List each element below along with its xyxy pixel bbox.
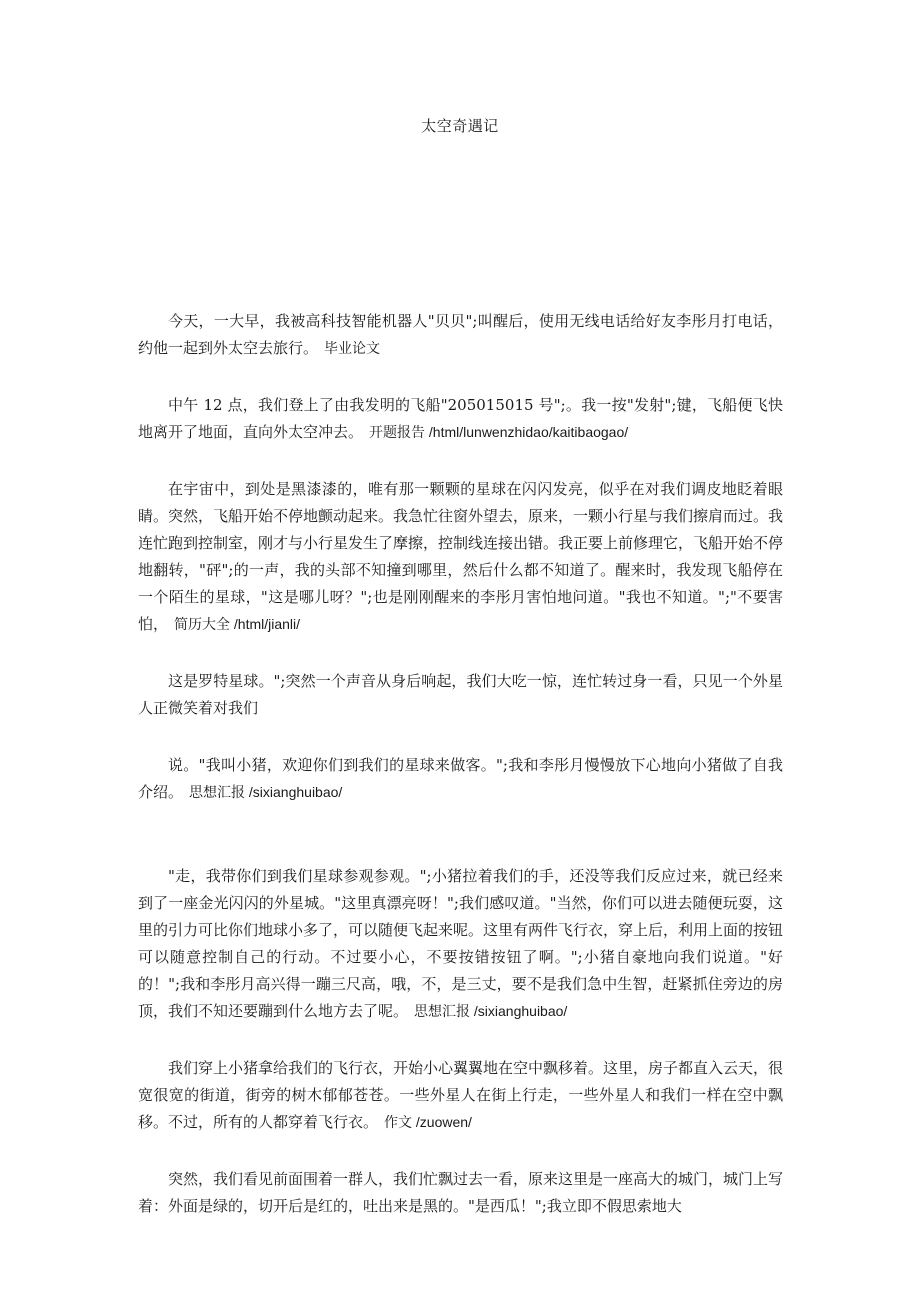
paragraph-text: 今天，一大早，我被高科技智能机器人"贝贝";叫醒后，使用无线电话给好友李彤月打电话，约他一起到外太空去旅行。 — [138, 312, 783, 357]
paragraph-text: 说。"我叫小猪，欢迎你们到我们的星球来做客。";我和李彤月慢慢放下心地向小猪做了自我介绍。 — [138, 756, 783, 801]
paragraph-link[interactable]: 思想汇报 /sixianghuibao/ — [189, 784, 343, 800]
paragraph-text: 我们穿上小猪拿给我们的飞行衣，开始小心翼翼地在空中飘移着。这里，房子都直入云天，很宽很宽的街道，街旁的树木郁郁苍苍。一些外星人在街上行走，一些外星人和我们一样在空中飘移。不过，所有的人都穿着飞行衣。 — [138, 1059, 784, 1131]
paragraph-link[interactable]: 开题报告 /html/lunwenzhidao/kaitibaogao/ — [369, 424, 629, 440]
document-title: 太空奇遇记 — [421, 117, 499, 135]
paragraph-link[interactable]: 思想汇报 /sixianghuibao/ — [414, 1003, 568, 1019]
paragraph-link[interactable]: 毕业论文 — [324, 340, 381, 356]
paragraph-text: 中午 12 点，我们登上了由我发明的飞船"205015015 号";。我一按"发射";键，飞船便飞快地离开了地面，直向外太空冲去。 — [138, 396, 783, 441]
paragraph-text: 突然，我们看见前面围着一群人，我们忙飘过去一看，原来这里是一座高大的城门，城门上写着：外面是绿的，切开后是红的，吐出来是黑的。"是西瓜！";我立即不假思索地大 — [138, 1170, 784, 1215]
paragraph-text: 在宇宙中，到处是黑漆漆的，唯有那一颗颗的星球在闪闪发亮，似乎在对我们调皮地眨着眼睛。突然，飞船开始不停地颤动起来。我急忙往窗外望去，原来，一颗小行星与我们擦肩而过。我连忙跑到控制室，刚才与小行星发生了摩擦，控制线连接出错。我正要上前修理它，飞船开始不停地翻转，"砰";的一声，我的头部不知撞到哪里，然后什么都不知道了。醒来时，我发现飞船停在一个陌生的星球，"这是哪儿呀？";也是刚刚醒来的李彤月害怕地问道。"我也不知道。";"不要害怕， — [138, 480, 784, 633]
paragraph — [138, 863, 783, 1025]
paragraph — [138, 476, 783, 638]
paragraph — [138, 668, 783, 722]
paragraph — [138, 752, 783, 806]
paragraph — [138, 1166, 783, 1220]
paragraph — [138, 392, 783, 446]
paragraph-link[interactable]: 作文 /zuowen/ — [384, 1114, 472, 1130]
paragraph — [138, 1055, 783, 1136]
paragraph-link[interactable]: 简历大全 /html/jianli/ — [174, 616, 301, 632]
document-body — [138, 308, 783, 1220]
paragraph — [138, 308, 783, 362]
paragraph-text: 这是罗特星球。";突然一个声音从身后响起，我们大吃一惊，连忙转过身一看，只见一个外星人正微笑着对我们 — [138, 672, 783, 717]
paragraph-text: "走，我带你们到我们星球参观参观。";小猪拉着我们的手，还没等我们反应过来，就已经来到了一座金光闪闪的外星城。"这里真漂亮呀！";我们感叹道。"当然，你们可以进去随便玩耍，这里的引力可比你们地球小多了，可以随便飞起来呢。这里有两件飞行衣，穿上后，利用上面的按钮可以随意控制自己的行动。不过要小心，不要按错按钮了啊。";小猪自豪地向我们说道。"好的！";我和李彤月高兴得一蹦三尺高，哦，不，是三丈，要不是我们急中生智，赶紧抓住旁边的房顶，我们不知还要蹦到什么地方去了呢。 — [138, 867, 784, 1020]
